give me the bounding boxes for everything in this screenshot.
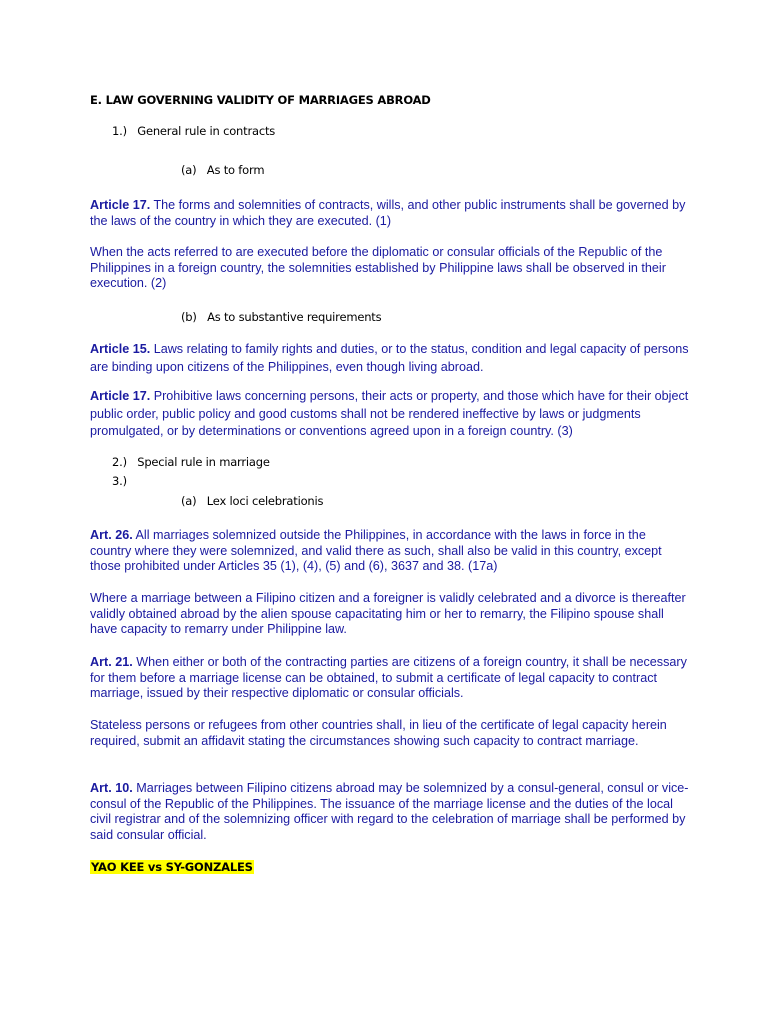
paragraph-article-17-form [90,198,690,229]
rule-2-label: Special rule in marriage [137,455,270,469]
paragraph-text: All marriages solemnized outside the Philippines, in accordance with the laws in force in the country where they were solemnized, and valid there as such, shall also be valid in this country, except those prohibited under Articles 35 (1), (4), (5) and (6), 3637 and 38. (17a) [90,528,662,573]
rule-2 [112,455,270,469]
subrule-a-label: As to form [206,163,265,177]
paragraph-lead: Article 15. [90,342,151,356]
paragraph-lead: Art. 10. [90,781,133,795]
paragraph-divorce [90,591,690,638]
paragraph-lead: Article 17. [90,389,151,403]
rule-3 [112,474,127,488]
paragraph-lead: Art. 26. [90,528,133,542]
subrule-lex-loci-label: Lex loci celebrationis [206,494,324,508]
paragraph-art-10 [90,781,690,843]
paragraph-article-15 [90,341,690,376]
paragraph-text: Laws relating to family rights and duties, or to the status, condition and legal capacity of persons are binding upon citizens of the Philippines, even though living abroad. [90,342,689,374]
paragraph-art-21 [90,655,690,702]
subrule-lex-loci [181,494,323,508]
rule-1 [112,124,275,138]
section-heading: E. LAW GOVERNING VALIDITY OF MARRIAGES ABROAD [90,93,431,107]
subrule-b-number: (b) [181,310,197,324]
subrule-a-number: (a) [181,163,197,177]
subrule-b-substantive [181,310,381,324]
subrule-lex-loci-number: (a) [181,494,197,508]
rule-1-label: General rule in contracts [137,124,276,138]
rule-2-number: 2.) [112,455,127,469]
paragraph-art-26 [90,528,690,575]
case-title-highlighted: YAO KEE vs SY-GONZALES [91,860,253,874]
rule-3-number: 3.) [112,474,127,488]
paragraph-article-17-prohibitive [90,388,690,441]
subrule-a-form [181,163,264,177]
paragraph-diplomatic-officials [90,245,690,292]
paragraph-text: Prohibitive laws concerning persons, their acts or property, and those which have for their object public order, public policy and good customs shall not be rendered ineffective by laws or judgments promulgated, or by determinations or conventions agreed upon in a foreign country. (3) [90,389,689,438]
paragraph-lead: Article 17. [90,198,151,212]
paragraph-stateless-persons [90,718,690,749]
paragraph-text: Marriages between Filipino citizens abroad may be solemnized by a consul-general, consul or vice-consul of the Republic of the Philippines. The issuance of the marriage license and the duties of the local civil registrar and of the solemnizing officer with regard to the celebration of marriage shall be performed by said consular official. [90,781,689,842]
paragraph-text: When either or both of the contracting parties are citizens of a foreign country, it shall be necessary for them before a marriage license can be obtained, to submit a certificate of legal capacity to contract marriage, issued by their respective diplomatic or consular officials. [90,655,687,700]
paragraph-text: The forms and solemnities of contracts, wills, and other public instruments shall be governed by the laws of the country in which they are executed. (1) [90,198,686,228]
paragraph-text: Stateless persons or refugees from other countries shall, in lieu of the certificate of legal capacity herein required, submit an affidavit stating the circumstances showing such capacity to contract marriage. [90,718,667,748]
paragraph-text: Where a marriage between a Filipino citizen and a foreigner is validly celebrated and a divorce is thereafter validly obtained abroad by the alien spouse capacitating him or her to remarry, the Filipino spouse shall have capacity to remarry under Philippine law. [90,591,686,636]
rule-1-number: 1.) [112,124,127,138]
paragraph-lead: Art. 21. [90,655,133,669]
subrule-b-label: As to substantive requirements [207,310,382,324]
paragraph-text: When the acts referred to are executed before the diplomatic or consular officials of the Republic of the Philippines in a foreign country, the solemnities established by Philippine laws shall be observed in their execution. (2) [90,245,666,290]
